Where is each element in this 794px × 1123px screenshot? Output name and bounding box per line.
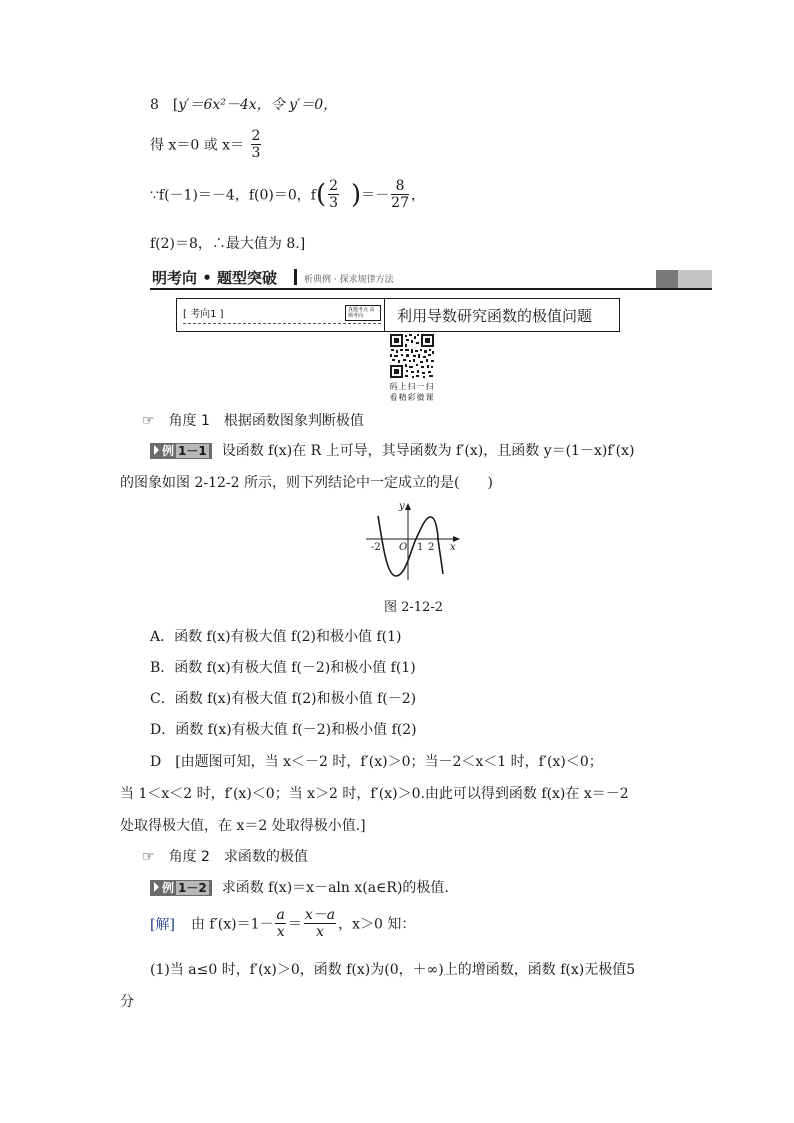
topic-title: 利用导数研究函数的极值问题: [397, 307, 593, 325]
fraction-denominator: 3: [251, 145, 261, 162]
option-b: B．函数 f(x)有极大值 f(－2)和极小值 f(1): [150, 660, 416, 676]
section-subtitle: 析典例 · 探求规律方法: [304, 275, 394, 285]
solution1-line2: 当 1＜x＜2 时，f′(x)＜0；当 x＞2 时，f′(x)＞0.由此可以得到函数 f(x)在 x＝－2: [120, 786, 629, 802]
figure-caption: 图 2-12-2: [384, 600, 444, 615]
example2-line: [150, 877, 449, 897]
solution1-line3: 处取得极大值，在 x＝2 处取得极小值.]: [120, 818, 366, 834]
fraction-two-thirds: [251, 128, 262, 161]
example1-line2: [120, 472, 493, 492]
triangle-icon: [154, 882, 159, 892]
topic-small-label: 真题考点 高频考向: [345, 305, 381, 321]
pointing-hand-icon: ☞: [142, 849, 155, 865]
option-a: A．函数 f(x)有极大值 f(2)和极小值 f(1): [150, 629, 402, 645]
solution2-line2: [150, 959, 635, 979]
solution1-line1: D [由题图可知，当 x＜－2 时，f′(x)＞0；当－2＜x＜1 时，f′(x)＜0；: [150, 754, 603, 770]
fraction-numerator: x－a: [304, 907, 336, 923]
fraction-a-over-x: [275, 907, 285, 940]
angle1-title: 角度 1 根据函数图象判断极值: [168, 413, 364, 429]
angle2-title: 角度 2 求函数的极值: [168, 849, 308, 865]
example2-text: 求函数 f(x)＝x－aln x(a∈R)的极值.: [221, 880, 449, 896]
example1-text-line1: 设函数 f(x)在 R 上可导，其导函数为 f′(x)，且函数 y＝(1－x)f′(x): [221, 443, 635, 459]
example1-tag-label: 例: [162, 444, 175, 458]
solution2-score: 5: [626, 962, 636, 978]
angle1-heading: [142, 410, 364, 430]
angle2-heading: [142, 846, 308, 866]
example1-tag-number: 1－1: [178, 444, 207, 458]
solution2-derivative-text: 由 f′(x)＝1－: [190, 916, 274, 933]
section-divider: [294, 269, 297, 285]
example2-tag: [150, 880, 212, 896]
y-label: y: [399, 501, 405, 512]
fraction-numerator: 8: [391, 178, 409, 195]
qr-code-image[interactable]: [389, 333, 435, 379]
example1-text-line2: 的图象如图 2-12-2 所示，则下列结论中一定成立的是( ): [120, 475, 493, 491]
fraction-numerator: 2: [251, 128, 261, 144]
qr-caption: [387, 381, 437, 403]
solution2-line1: [150, 907, 415, 940]
answer8-roots-text: 得 x＝0 或 x＝: [150, 137, 245, 154]
tick-1: 1: [417, 542, 424, 553]
origin-label: O: [399, 542, 408, 553]
fraction-denominator: x: [316, 924, 324, 941]
fraction-numerator: 2: [329, 178, 339, 194]
fraction-denominator: 3: [329, 195, 339, 212]
qr-caption-line1: 码上扫一扫: [389, 382, 435, 391]
answer8-line3: [150, 178, 425, 211]
answer8-line1: [150, 94, 337, 114]
solution2-case1: (1)当 a≤0 时，f′(x)＞0，函数 f(x)为(0，＋∞)上的增函数，函数 f(x)无极值: [150, 962, 627, 978]
solution2-line3: 分: [120, 994, 134, 1010]
solution2-domain: ，x＞0 知：: [338, 916, 416, 933]
option-c: C．函数 f(x)有极大值 f(2)和极小值 f(－2): [150, 691, 417, 707]
topic-box: [176, 298, 620, 332]
section-header: [150, 266, 712, 290]
example1-tag: [150, 443, 212, 459]
example2-tag-label: 例: [162, 881, 175, 895]
tick-2: 2: [428, 542, 435, 553]
figure-graph: [364, 498, 464, 582]
fraction-two-thirds-arg: [328, 178, 339, 211]
answer8-comma: ，: [411, 187, 425, 204]
fraction-eight-27: [391, 178, 409, 211]
example1-line1: [150, 440, 635, 460]
answer8-prefix: 8 [: [150, 97, 179, 113]
section-decor-light: [678, 270, 712, 288]
fraction-numerator: a: [276, 907, 285, 923]
answer8-line4: [150, 233, 305, 253]
fraction-denominator: 27: [391, 195, 409, 212]
solution2-tag: [解]: [150, 916, 175, 933]
answer8-values-text: ∵f(－1)＝－4，f(0)＝0，f: [150, 187, 316, 204]
pointing-hand-icon: ☞: [142, 413, 155, 429]
section-decor-dark: [656, 270, 678, 288]
answer8-equals: ＝－: [361, 187, 390, 204]
section-underline: [150, 288, 712, 290]
topic-tag: [ 考向1 ]: [183, 309, 224, 320]
x-label: x: [450, 542, 456, 553]
fraction-denominator: x: [276, 924, 285, 941]
answer8-derivative: y′＝6x²－4x，令 y′＝0，: [178, 97, 338, 113]
solution2-equals: ＝: [287, 916, 302, 933]
answer8-conclusion: f(2)＝8，∴最大值为 8.]: [150, 236, 306, 252]
option-d: D．函数 f(x)有极大值 f(－2)和极小值 f(2): [150, 722, 417, 738]
topic-left-panel: [183, 303, 381, 324]
fraction-xa-over-x: [304, 907, 336, 940]
left-paren: (: [315, 179, 327, 210]
topic-tag-text: 考向1: [190, 309, 217, 320]
qr-caption-line2: 看精彩微课: [389, 393, 435, 402]
triangle-icon: [154, 445, 159, 455]
tick-neg2: -2: [371, 542, 381, 553]
example2-tag-number: 1－2: [178, 881, 207, 895]
section-title: 明考向 • 题型突破: [152, 269, 278, 287]
y-axis-arrow: [405, 503, 411, 510]
answer8-line2: [150, 128, 263, 161]
right-paren: ): [351, 179, 362, 210]
topic-separator: [384, 299, 385, 331]
